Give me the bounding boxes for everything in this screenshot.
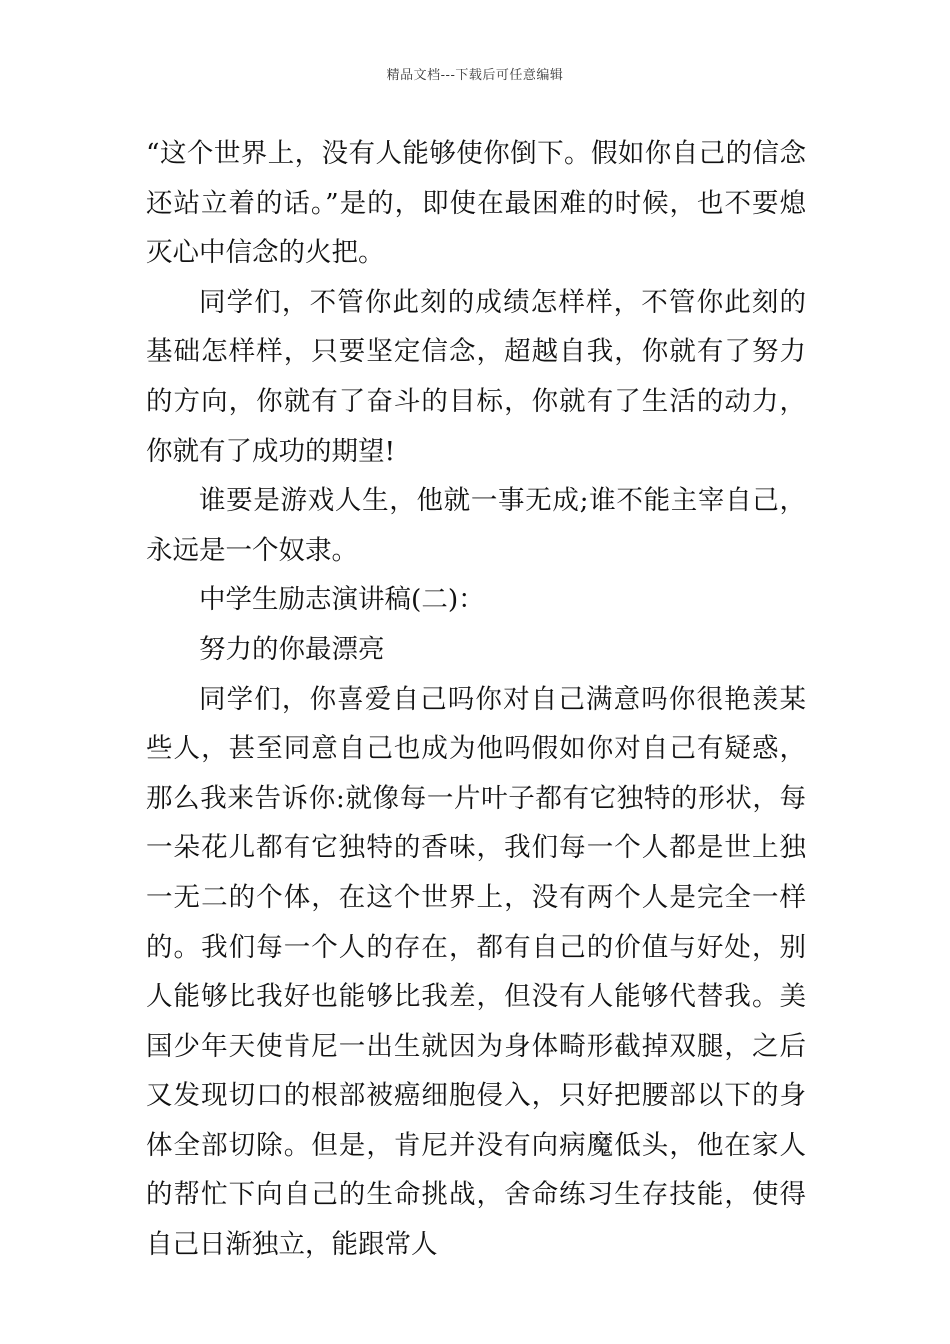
document-body bbox=[146, 129, 806, 1270]
section-heading: 中学生励志演讲稿(二)： bbox=[199, 584, 485, 616]
page-header: 精品文档---下载后可任意编辑 bbox=[386, 68, 564, 83]
paragraph-2: 同学们，不管你此刻的成绩怎样样，不管你此刻的基础怎样样，只要坚定信念，超越自我，你就有了努力的方向，你就有了奋斗的目标，你就有了生活的动力，你就有了成功的期望! bbox=[146, 286, 806, 467]
paragraph-6: 同学们，你喜爱自己吗你对自己满意吗你很艳羡某些人，甚至同意自己也成为他吗假如你对自己有疑惑，那么我来告诉你:就像每一片叶子都有它独特的形状，每一朵花儿都有它独特的香味，我们每一个人都是世上独一无二的个体，在这个世界上，没有两个人是完全一样的。我们每一个人的存在，都有自己的价值与好处，别人能够比我好也能够比我差，但没有人能够代替我。美国少年天使肯尼一出生就因为身体畸形截掉双腿，之后又发现切口的根部被癌细胞侵入，只好把腰部以下的身体全部切除。但是，肯尼并没有向病魔低头，他在家人的帮忙下向自己的生命挑战，舍命练习生存技能，使得自己日渐独立，能跟常人 bbox=[146, 683, 806, 1261]
paragraph-3: 谁要是游戏人生，他就一事无成;谁不能主宰自己，永远是一个奴隶。 bbox=[146, 485, 806, 566]
paragraph-1: “这个世界上，没有人能够使你倒下。假如你自己的信念还站立着的话。”是的，即使在最困难的时候，也不要熄灭心中信念的火把。 bbox=[146, 138, 806, 269]
speech-title: 努力的你最漂亮 bbox=[199, 633, 385, 665]
